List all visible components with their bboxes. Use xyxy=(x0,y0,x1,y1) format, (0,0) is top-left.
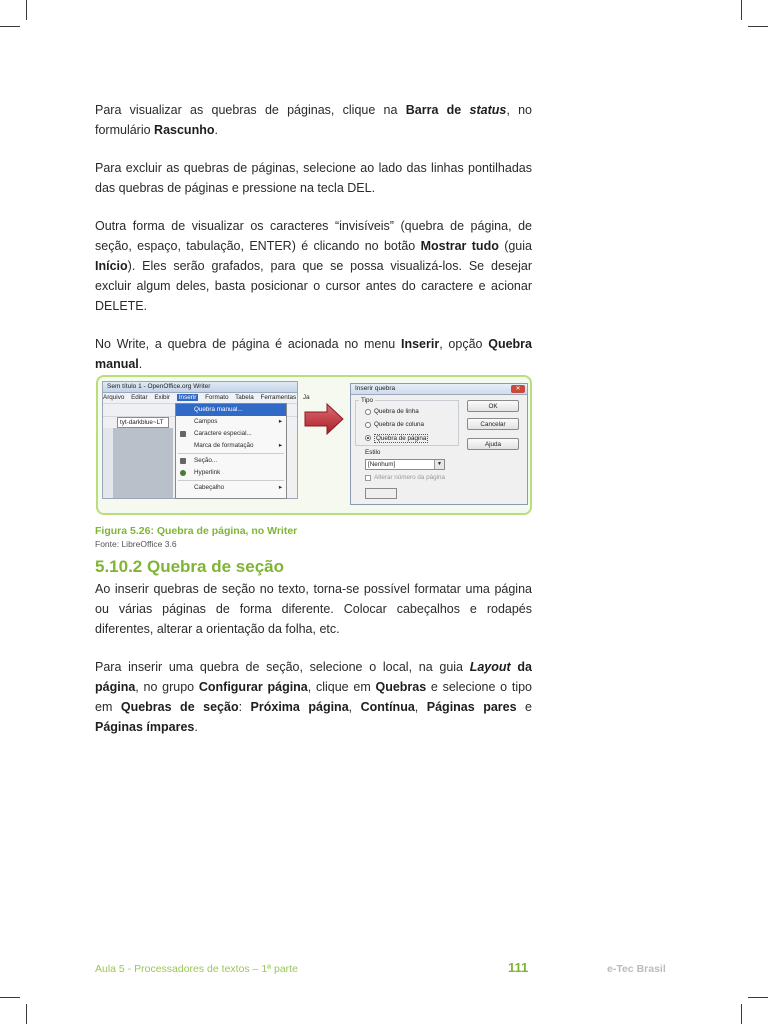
menu-separator xyxy=(178,453,284,454)
text: : xyxy=(238,700,251,714)
bold-text: Páginas pares xyxy=(426,700,517,714)
dialog-titlebar: Inserir quebra xyxy=(351,384,527,395)
bold-text: Páginas ímpares xyxy=(95,720,195,734)
ruler-left xyxy=(103,428,113,498)
radio-label: Quebra de coluna xyxy=(374,421,425,428)
text: , no grupo xyxy=(135,680,199,694)
text: . xyxy=(194,720,198,734)
ok-button[interactable]: OK xyxy=(467,400,519,412)
bold-italic-text: status xyxy=(469,103,507,117)
menu-exibir[interactable]: Exibir xyxy=(154,394,171,401)
bold-text: Inserir xyxy=(401,337,440,351)
bold-text: Contínua xyxy=(360,700,415,714)
close-icon[interactable]: ✕ xyxy=(511,385,525,393)
menu-separator xyxy=(178,480,284,481)
crop-mark xyxy=(748,997,768,998)
text: , xyxy=(348,700,361,714)
menu-item-marca-formatacao[interactable]: Marca de formatação ▸ xyxy=(194,442,282,449)
style-combo[interactable]: tyt-darkblue~LT xyxy=(117,417,169,428)
menu-item-cabecalho[interactable]: Cabeçalho ▸ xyxy=(194,484,282,491)
bold-text: Mostrar tudo xyxy=(420,239,499,253)
text: e xyxy=(516,700,532,714)
radio-quebra-pagina[interactable] xyxy=(365,435,371,441)
text: (guia xyxy=(498,239,532,253)
text: , no formulário xyxy=(95,103,532,137)
figure-caption: Figura 5.26: Quebra de página, no Writer xyxy=(95,525,298,537)
section-icon xyxy=(180,458,186,464)
text: ). Eles serão grafados, para que se possa visualizá-los. Se desejar excluir algum deles, basta posicionar o cursor antes do caractere e acionar DELETE. xyxy=(95,259,532,313)
tipo-label: Tipo xyxy=(361,397,374,404)
text: , xyxy=(414,700,427,714)
text: Outra forma de visualizar os caracteres “invisíveis” (quebra de página, de seção, espaço, tabulação, ENTER) é clicando no botão xyxy=(95,219,532,253)
menu-ferramentas[interactable]: Ferramentas xyxy=(260,394,297,401)
bold-text: da página xyxy=(95,660,533,694)
estilo-label: Estilo xyxy=(365,449,381,456)
section-body xyxy=(95,579,532,755)
paragraph-section-intro: Ao inserir quebras de seção no texto, torna-se possível formatar uma página ou várias páginas de forma diferente. Colocar cabeçalhos e rodapés diferentes, alterar a orientação da folha, etc. xyxy=(95,582,532,636)
menu-item-campos[interactable]: Campos ▸ xyxy=(194,418,282,425)
radio-quebra-coluna[interactable] xyxy=(365,422,371,428)
radio-label: Quebra de linha xyxy=(374,408,419,415)
menu-item-caractere-especial[interactable]: Caractere especial... xyxy=(176,428,286,440)
bold-text: Quebras de seção xyxy=(120,700,239,714)
menu-item-quebra-manual[interactable]: Quebra manual... xyxy=(176,404,286,416)
help-button[interactable]: Ajuda xyxy=(467,438,519,450)
paragraph-delete-breaks: Para excluir as quebras de páginas, selecione ao lado das linhas pontilhadas das quebras de páginas e pressione na tecla DEL. xyxy=(95,161,532,195)
paragraph-write-insert xyxy=(95,334,532,374)
special-char-icon xyxy=(180,431,186,437)
text: , clique em xyxy=(307,680,376,694)
page-number-stepper[interactable] xyxy=(365,488,397,499)
bold-text: Quebra manual xyxy=(95,337,532,371)
crop-mark xyxy=(748,26,768,27)
radio-quebra-linha[interactable] xyxy=(365,409,371,415)
paragraph-section-insert xyxy=(95,657,532,737)
cancel-button[interactable]: Cancelar xyxy=(467,418,519,430)
crop-mark xyxy=(741,0,742,20)
text: e selecione o tipo em xyxy=(95,680,532,714)
menu-item-secao[interactable]: Seção... xyxy=(176,455,286,467)
text: No Write, a quebra de página é acionada no menu xyxy=(95,337,401,351)
menu-item-hyperlink[interactable]: Hyperlink xyxy=(176,467,286,479)
menu-janela[interactable]: Ja xyxy=(302,394,310,401)
paragraph-status-bar xyxy=(95,100,532,140)
menu-inserir[interactable]: Inserir xyxy=(178,394,197,401)
bold-text: Barra de xyxy=(405,103,470,117)
right-arrow-icon xyxy=(303,401,345,437)
footer-chapter: Aula 5 - Processadores de textos – 1ª parte xyxy=(95,963,298,975)
body-text xyxy=(95,100,532,392)
bold-text: Quebras xyxy=(375,680,427,694)
figure-screenshot xyxy=(96,375,532,515)
inserir-quebra-dialog xyxy=(350,383,528,505)
paragraph-show-all xyxy=(95,216,532,316)
text: . xyxy=(214,123,218,137)
page-number: 111 xyxy=(508,960,529,975)
crop-mark xyxy=(741,1004,742,1024)
menu-formato[interactable]: Formato xyxy=(205,394,229,401)
bold-text: Rascunho xyxy=(154,123,215,137)
crop-mark xyxy=(26,1004,27,1024)
document-area xyxy=(103,428,173,498)
hyperlink-icon xyxy=(180,470,186,476)
writer-titlebar: Sem título 1 - OpenOffice.org Writer xyxy=(103,382,297,393)
crop-mark xyxy=(0,997,20,998)
text: Para visualizar as quebras de páginas, clique na xyxy=(95,103,406,117)
menu-editar[interactable]: Editar xyxy=(131,394,148,401)
writer-menubar xyxy=(103,393,310,403)
bold-text: Início xyxy=(95,259,128,273)
alterar-numero-checkbox[interactable] xyxy=(365,475,371,481)
crop-mark xyxy=(0,26,20,27)
figure-source: Fonte: LibreOffice 3.6 xyxy=(95,539,177,549)
section-title: 5.10.2 Quebra de seção xyxy=(95,557,284,576)
estilo-select[interactable]: [Nenhum] ▼ xyxy=(365,459,445,470)
crop-mark xyxy=(26,0,27,20)
text: Para inserir uma quebra de seção, selecione o local, na guia xyxy=(95,660,470,674)
menu-arquivo[interactable]: Arquivo xyxy=(103,394,125,401)
radio-label: Quebra de página xyxy=(376,435,427,442)
chevron-down-icon: ▼ xyxy=(434,460,444,469)
inserir-dropdown-menu xyxy=(175,403,287,499)
text: . xyxy=(138,357,143,371)
alterar-numero-label: Alterar número da página xyxy=(374,474,446,481)
bold-italic-text: Layout xyxy=(469,660,511,674)
bold-text: Próxima página xyxy=(250,700,349,714)
text: , opção xyxy=(439,337,489,351)
menu-tabela[interactable]: Tabela xyxy=(235,394,254,401)
footer-brand: e-Tec Brasil xyxy=(607,963,666,975)
bold-text: Configurar página xyxy=(198,680,308,694)
